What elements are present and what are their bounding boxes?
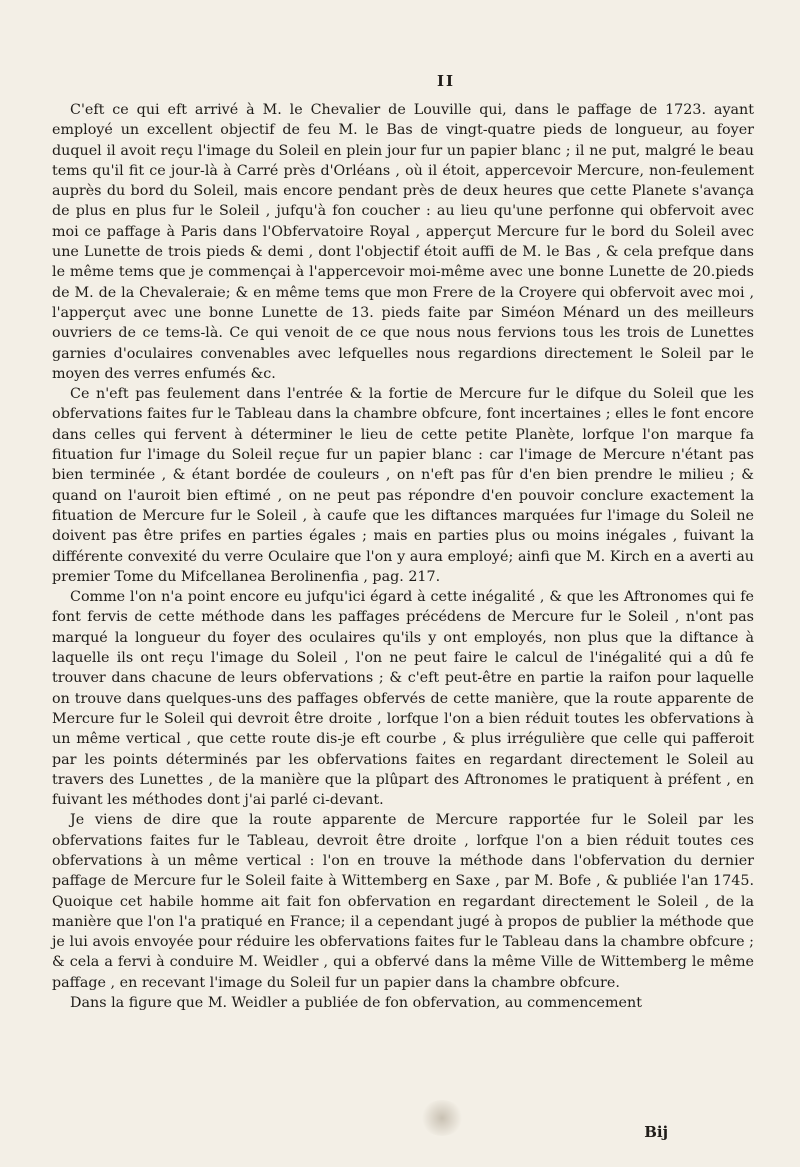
paragraph-5: Dans la figure que M. Weidler a publiée de fon obfervation, au commencement [70,995,642,1012]
signature-mark: Bij [644,1123,668,1141]
body-text [52,100,754,1013]
paragraph-1: C'eft ce qui eft arrivé à M. le Chevalier de Louville qui, dans le paffage de 1723. ayant employé un excellent objectif de feu M. le Bas de vingt-quatre pieds de longueur, au foyer duquel il avoit reçu l'image du Soleil en plein jour fur un papier blanc ; il ne put, malgré le beau tems qu'il fit ce jour-là à Carré près d'Orléans , où il étoit, appercevoir Mercure, non-feulement auprès du bord du Soleil, mais encore pendant près de deux heures que cette Planete s'avança de plus en plus fur le Soleil , jufqu'à fon coucher : au lieu qu'une perfonne qui obfervoit avec moi ce paffage à Paris dans l'Obfervatoire Royal , apperçut Mercure fur le bord du Soleil avec une Lunette de trois pieds & demi , dont l'objectif étoit auffi de M. le Bas , & cela prefque dans le même tems que je commençai à l'appercevoir moi-même avec une bonne Lunette de 20.pieds de M. de la Chevaleraie; & en même tems que mon Frere de la Croyere qui obfervoit avec moi , l'apperçut avec une bonne Lunette de 13. pieds faite par Siméon Ménard un des meilleurs ouvriers de ce tems-là. Ce qui venoit de ce que nous nous fervions tous les trois de Lunettes garnies d'oculaires convenables avec lefquelles nous regardions directement le Soleil par le moyen des verres enfumés &c. [52,102,754,382]
paragraph-4: Je viens de dire que la route apparente de Mercure rapportée fur le Soleil par les obfervations faites fur le Tableau, devroit être droite , lorfque l'on a bien réduit toutes ces obfervations à un même vertical : l'on en trouve la méthode dans l'obfervation du dernier paffage de Mercure fur le Soleil faite à Wittemberg en Saxe , par M. Bofe , & publiée l'an 1745. Quoique cet habile homme ait fait fon obfervation en regardant directement le Soleil , de la manière que l'on l'a pratiqué en France; il a cependant jugé à propos de publier la méthode que je lui avois envoyée pour réduire les obfervations faites fur le Tableau dans la chambre obfcure ; & cela a fervi à conduire M. Weidler , qui a obfervé dans la même Ville de Wittemberg le même paffage , en recevant l'image du Soleil fur un papier dans la chambre obfcure. [52,812,754,991]
book-page [52,60,754,1140]
page-number: II [437,72,456,90]
paragraph-3: Comme l'on n'a point encore eu jufqu'ici égard à cette inégalité , & que les Aftronomes qui fe font fervis de cette méthode dans les paffages précédens de Mercure fur le Soleil , n'ont pas marqué la longueur du foyer des oculaires qu'ils y ont employés, non plus que la diftance à laquelle ils ont reçu l'image du Soleil , l'on ne peut faire le calcul de l'inégalité qui a dû fe trouver dans chacune de leurs obfervations ; & c'eft peut-être en partie la raifon pour laquelle on trouve dans quelques-uns des paffages obfervés de cette manière, que la route apparente de Mercure fur le Soleil qui devroit être droite , lorfque l'on a bien réduit toutes les obfervations à un même vertical , que cette route dis-je eft courbe , & plus irrégulière que celle qui pafferoit par les points déterminés par les obfervations faites en regardant directement le Soleil au travers des Lunettes , de la manière que la plûpart des Aftronomes le pratiquent à préfent , en fuivant les méthodes dont j'ai parlé ci-devant. [52,589,754,809]
ink-stain [420,1100,464,1136]
paragraph-2: Ce n'eft pas feulement dans l'entrée & la fortie de Mercure fur le difque du Soleil que les obfervations faites fur le Tableau dans la chambre obfcure, font incertaines ; elles le font encore dans celles qui fervent à déterminer le lieu de cette petite Planète, lorfque l'on marque fa fituation fur l'image du Soleil reçue fur un papier blanc : car l'image de Mercure n'étant pas bien terminée , & étant bordée de couleurs , on n'eft pas fûr d'en bien prendre le milieu ; & quand on l'auroit bien eftimé , on ne peut pas répondre d'en pouvoir conclure exactement la fituation de Mercure fur le Soleil , à caufe que les diftances marquées fur l'image du Soleil ne doivent pas être prifes en parties égales ; mais en parties plus ou moins inégales , fuivant la différente convexité du verre Oculaire que l'on y aura employé; ainfi que M. Kirch en a averti au premier Tome du Mifcellanea Berolinenfia , pag. 217. [52,386,754,585]
